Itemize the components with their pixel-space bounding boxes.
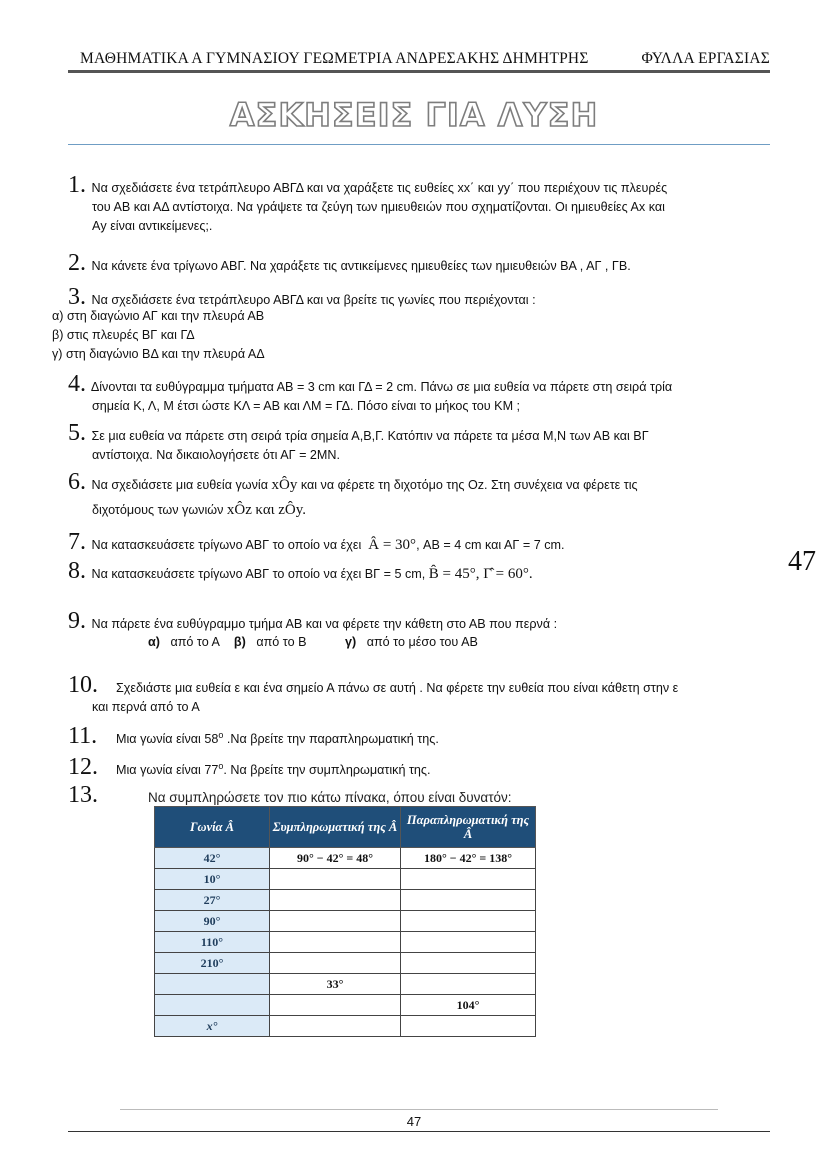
table-cell: 10° — [155, 869, 270, 890]
header-complementary: Συμπληρωματική της Â — [270, 807, 401, 848]
page-title: ΑΣΚΗΣΕΙΣ ΓΙΑ ΛΥΣΗ — [229, 96, 599, 134]
exercise-1 — [68, 172, 768, 236]
option-label: β) — [233, 635, 246, 649]
exercise-text: Να πάρετε ένα ευθύγραμμο τμήμα ΑΒ και να φέρετε την κάθετη στο ΑΒ που περνά : — [91, 617, 558, 631]
exercise-text: Σε μια ευθεία να πάρετε στη σειρά τρία σημεία Α,Β,Γ. Κατόπιν να πάρετε τα μέσα Μ,Ν των ΑΒ και ΒΓ — [91, 429, 649, 443]
table-cell: 180° − 42° = 138° — [401, 848, 536, 869]
exercise-9-options — [148, 633, 648, 652]
exercise-10 — [68, 672, 768, 717]
exercise-number: 5. — [68, 420, 86, 446]
table-row — [155, 995, 536, 1016]
header-supplementary: Παραπληρωματική της Â — [401, 807, 536, 848]
table-caption: Να συμπληρώσετε τον πιο κάτω πίνακα, όπου είναι δυνατόν: — [148, 790, 512, 805]
exercise-text: Να σχεδιάσετε ένα τετράπλευρο ΑΒΓΔ και να βρείτε τις γωνίες που περιέχονται : — [91, 293, 536, 307]
table-cell — [270, 1016, 401, 1037]
exercise-3-c: γ) στη διαγώνιο ΒΔ και την πλευρά ΑΔ — [52, 347, 265, 361]
table-cell — [270, 869, 401, 890]
exercise-7 — [68, 529, 768, 555]
header-left: ΜΑΘΗΜΑΤΙΚΑ Α ΓΥΜΝΑΣΙΟΥ ΓΕΩΜΕΤΡΙΑ ΑΝΔΡΕΣΑΚΗΣ ΔΗΜΗΤΡΗΣ — [80, 50, 589, 67]
option-label: α) — [148, 635, 160, 649]
exercise-text: .Να βρείτε την παραπληρωματική της. — [223, 732, 439, 747]
exercise-number: 4. — [68, 371, 86, 397]
exercise-6 — [68, 469, 768, 520]
header-angle: Γωνία Â — [155, 807, 270, 848]
exercise-9 — [68, 608, 768, 634]
exercise-text: . Να βρείτε την συμπληρωματική της. — [223, 763, 431, 778]
table-cell — [401, 1016, 536, 1037]
exercise-text: και περνά από το Α — [92, 700, 200, 714]
table-row — [155, 932, 536, 953]
exercise-number: 9. — [68, 608, 86, 634]
exercise-text: Να κάνετε ένα τρίγωνο ΑΒΓ. Να χαράξετε τις αντικείμενες ημιευθείες των ημιευθειών ΒΑ , ΑΓ , ΓΒ. — [91, 259, 631, 273]
side-page-number: 47 — [788, 546, 816, 577]
exercise-text: Δίνονται τα ευθύγραμμα τμήματα ΑΒ = 3 cm και ΓΔ = 2 cm. Πάνω σε μια ευθεία να πάρετε στη σειρά τρία — [90, 380, 673, 394]
option-label: γ) — [345, 635, 357, 649]
angle-xoz: xÔz — [226, 502, 252, 518]
table-cell: 104° — [401, 995, 536, 1016]
table-row — [155, 848, 536, 869]
exercise-text: Σχεδιάστε μια ευθεία ε και ένα σημείο Α πάνω σε αυτή . Να φέρετε την ευθεία που είναι κάθετη στην ε — [116, 681, 679, 695]
exercise-text: Μια γωνία είναι 58 — [116, 732, 219, 747]
degree-sign: ο — [218, 761, 224, 771]
table-cell — [155, 995, 270, 1016]
table-row — [155, 869, 536, 890]
footer-rule — [120, 1109, 718, 1110]
and-word: και — [255, 502, 275, 518]
table-cell — [401, 869, 536, 890]
exercise-3-a: α) στη διαγώνιο ΑΓ και την πλευρά ΑΒ — [52, 309, 265, 323]
table-cell: 210° — [155, 953, 270, 974]
exercise-text: και να φέρετε τη διχοτόμο της Οz. Στη συνέχεια να φέρετε τις — [300, 478, 638, 492]
header-right: ΦΥΛΛΑ ΕΡΓΑΣΙΑΣ — [641, 50, 770, 67]
table-cell: 33° — [270, 974, 401, 995]
header-rule — [68, 70, 770, 73]
angle-zoy: zÔy. — [278, 502, 306, 518]
exercise-3-b: β) στις πλευρές ΒΓ και ΓΔ — [52, 328, 195, 342]
table-cell — [401, 911, 536, 932]
angles-table — [154, 806, 536, 1037]
title-rule — [68, 144, 770, 145]
math-expression: Â = 30° — [368, 537, 417, 553]
table-row — [155, 890, 536, 911]
table-cell — [401, 953, 536, 974]
table-header-row — [155, 807, 536, 848]
exercise-12 — [68, 754, 768, 781]
exercise-number: 13. — [68, 782, 98, 808]
table-cell — [270, 890, 401, 911]
table-cell — [270, 932, 401, 953]
page-header — [68, 48, 770, 70]
table-cell: 42° — [155, 848, 270, 869]
exercise-5 — [68, 420, 768, 465]
table-cell — [270, 911, 401, 932]
exercise-text: , ΑΒ = 4 cm και ΑΓ = 7 cm. — [416, 538, 565, 552]
table-cell: x° — [155, 1016, 270, 1037]
exercise-text: σημεία Κ, Λ, Μ έτσι ώστε ΚΛ = ΑΒ και ΛΜ = ΓΔ. Πόσο είναι το μήκος του ΚΜ ; — [92, 399, 521, 413]
exercise-4 — [68, 371, 768, 416]
exercise-number: 12. — [68, 754, 98, 781]
option-text: από το μέσο του ΑΒ — [366, 635, 478, 649]
table-cell: 27° — [155, 890, 270, 911]
table-cell: 90° − 42° = 48° — [270, 848, 401, 869]
table-cell — [270, 995, 401, 1016]
exercise-3 — [68, 284, 768, 310]
exercise-text: του ΑΒ και ΑΔ αντίστοιχα. Να γράψετε τα ζεύγη των ημιευθειών που σχηματίζονται. Οι ημιευθείες Αx και — [92, 200, 665, 214]
table-cell — [401, 932, 536, 953]
table-cell — [270, 953, 401, 974]
table-cell: 90° — [155, 911, 270, 932]
exercise-text: Να σχεδιάσετε μια ευθεία γωνία — [91, 478, 268, 492]
exercise-text: Να κατασκευάσετε τρίγωνο ΑΒΓ το οποίο να έχει ΒΓ = 5 cm, — [91, 567, 426, 581]
table-row — [155, 974, 536, 995]
table-cell — [401, 974, 536, 995]
angle-xoy: xÔy — [271, 477, 298, 493]
exercise-number: 11. — [68, 723, 98, 750]
math-expression: B̂ = 45°, Γ̂ = 60°. — [428, 566, 533, 582]
exercise-text: διχοτόμους των γωνιών — [92, 503, 224, 517]
table-cell — [155, 974, 270, 995]
table-row — [155, 911, 536, 932]
degree-sign: ο — [218, 730, 224, 740]
exercise-number: 2. — [68, 250, 86, 276]
footer-page-number: 47 — [406, 1114, 422, 1129]
table-cell — [401, 890, 536, 911]
exercise-number: 3. — [68, 284, 86, 310]
exercise-text: Να σχεδιάσετε ένα τετράπλευρο ΑΒΓΔ και να χαράξετε τις ευθείες xx΄ και yy΄ που περιέχουν τις πλευρές — [91, 181, 668, 195]
exercise-11 — [68, 723, 768, 750]
exercise-2 — [68, 250, 768, 276]
table-row — [155, 953, 536, 974]
exercise-number: 6. — [68, 469, 86, 495]
option-text: από το Α — [170, 635, 220, 649]
exercise-8 — [68, 558, 768, 584]
exercise-number: 10. — [68, 672, 98, 698]
exercise-text: Αy είναι αντικείμενες;. — [92, 219, 213, 233]
exercise-number: 1. — [68, 172, 86, 198]
exercise-text: Μια γωνία είναι 77 — [116, 763, 219, 778]
option-text: από το Β — [256, 635, 307, 649]
exercise-number: 8. — [68, 558, 86, 584]
footer-bottom-rule — [68, 1131, 770, 1132]
table-row — [155, 1016, 536, 1037]
exercise-text: Να κατασκευάσετε τρίγωνο ΑΒΓ το οποίο να έχει — [91, 538, 362, 552]
table-cell: 110° — [155, 932, 270, 953]
exercise-text: αντίστοιχα. Να δικαιολογήσετε ότι ΑΓ = 2ΜΝ. — [92, 448, 341, 462]
exercise-number: 7. — [68, 529, 86, 555]
